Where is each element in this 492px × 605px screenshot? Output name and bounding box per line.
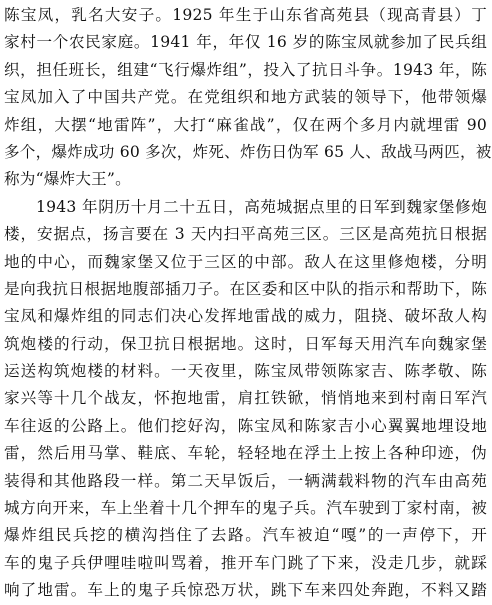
text-line: 雷，然后用马掌、鞋底、车轮，轻轻地在浮土上按上各种印迹，伪 <box>4 444 487 463</box>
text-line: 城方向开来，车上坐着十几个押车的鬼子兵。汽车驶到丁家村南，被 <box>4 499 487 518</box>
text-line: 爆炸组民兵挖的横沟挡住了去路。汽车被迫“嘎”的一声停下，开 <box>4 526 487 545</box>
text-line: 织，担任班长，组建“飞行爆炸组”，投入了抗日斗争。1943 年，陈 <box>4 60 487 79</box>
text-line: 车的鬼子兵伊哩哇啦叫骂着，推开车门跳了下来，没走几步，就踩 <box>4 553 487 572</box>
text-line: 宝凤加入了中国共产党。在党组织和地方武装的领导下，他带领爆 <box>4 88 487 107</box>
text-line: 称为“爆炸大王”。 <box>4 170 131 189</box>
text-line: 车往返的公路上。他们挖好沟，陈宝凤和陈家吉小心翼翼地埋设地 <box>4 416 487 435</box>
text-line: 筑炮楼的行动，保卫抗日根据地。这时，日军每天用汽车向魏家堡 <box>4 334 487 353</box>
text-line: 炸组，大摆“地雷阵”，大打“麻雀战”，仅在两个多月内就埋雷 90 <box>4 115 487 134</box>
text-line: 1943 年阴历十月二十五日，高苑城据点里的日军到魏家堡修炮 <box>36 197 487 216</box>
text-line: 家兴等十几个战友，怀抱地雷，肩扛铁锨，悄悄地来到村南日军汽 <box>4 389 487 408</box>
text-line: 家村一个农民家庭。1941 年，年仅 16 岁的陈宝凤就参加了民兵组 <box>4 33 487 52</box>
text-line: 是向我抗日根据地腹部插刀子。在区委和区中队的指示和帮助下，陈 <box>4 279 487 298</box>
text-line: 装得和其他路段一样。第二天早饭后，一辆满载料物的汽车由高苑 <box>4 471 487 490</box>
text-line: 运送构筑炮楼的材料。一天夜里，陈宝凤带领陈家吉、陈孝敬、陈 <box>4 362 487 381</box>
text-line: 地的中心，而魏家堡又位于三区的中部。敌人在这里修炮楼，分明 <box>4 252 487 271</box>
text-line: 响了地雷。车上的鬼子兵惊恐万状，跳下车来四处奔跑，不料又踏 <box>4 581 487 600</box>
text-line: 楼，安据点，扬言要在 3 天内扫平高苑三区。三区是高苑抗日根据 <box>4 225 487 244</box>
text-line: 陈宝凤，乳名大安子。1925 年生于山东省高苑县（现高青县）丁 <box>4 6 487 24</box>
text-line: 多个，爆炸成功 60 多次，炸死、炸伤日伪军 65 人、敌战马两匹，被 <box>4 142 492 161</box>
text-line: 宝凤和爆炸组的同志们决心发挥地雷战的威力，阻挠、破坏敌人构 <box>4 307 487 326</box>
